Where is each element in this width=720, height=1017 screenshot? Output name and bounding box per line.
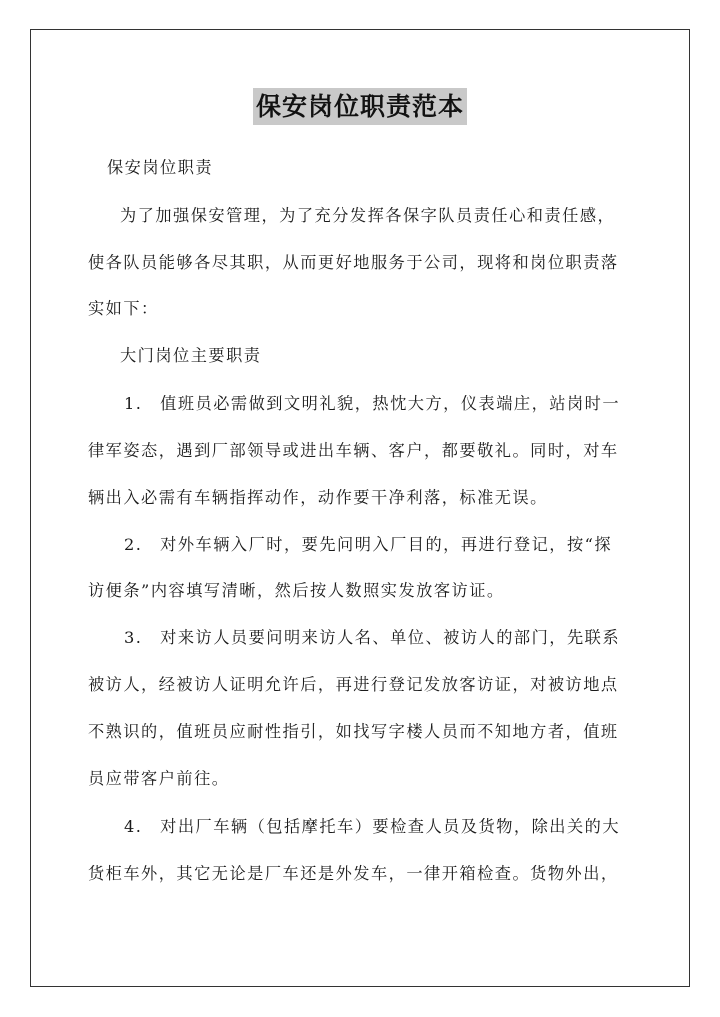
paragraph-line: 4. 对出厂车辆（包括摩托车）要检查人员及货物，除出关的大 [124,817,621,836]
paragraph-line: 2. 对外车辆入厂时，要先问明入厂目的，再进行登记，按“探 [124,535,613,554]
paragraph-line: 律军姿态，遇到厂部领导或进出车辆、客户，都要敬礼。同时，对车 [88,441,619,460]
document-title: 保安岗位职责范本 [253,88,467,125]
paragraph-line: 1. 值班员必需做到文明礼貌，热忱大方，仪表端庄，站岗时一 [124,394,621,413]
title-container [0,88,720,125]
paragraph-line: 货柜车外，其它无论是厂车还是外发车，一律开箱检查。货物外出， [88,864,619,883]
subsection-heading: 大门岗位主要职责 [120,346,262,365]
paragraph-line: 3. 对来访人员要问明来访人名、单位、被访人的部门，先联系 [124,628,621,647]
paragraph-line: 实如下： [88,299,159,318]
paragraph-line: 员应带客户前往。 [88,769,230,788]
paragraph-line: 访便条”内容填写清晰，然后按人数照实发放客访证。 [88,581,505,600]
paragraph-line: 不熟识的，值班员应耐性指引，如找写字楼人员而不知地方者，值班 [88,722,619,741]
paragraph-line: 使各队员能够各尽其职，从而更好地服务于公司，现将和岗位职责落 [88,253,619,272]
section-heading: 保安岗位职责 [107,158,214,177]
paragraph-line: 辆出入必需有车辆指挥动作，动作要干净利落，标准无误。 [88,488,548,507]
paragraph-line: 为了加强保安管理，为了充分发挥各保字队员责任心和责任感， [120,206,616,225]
paragraph-line: 被访人，经被访人证明允许后，再进行登记发放客访证，对被访地点 [88,675,619,694]
